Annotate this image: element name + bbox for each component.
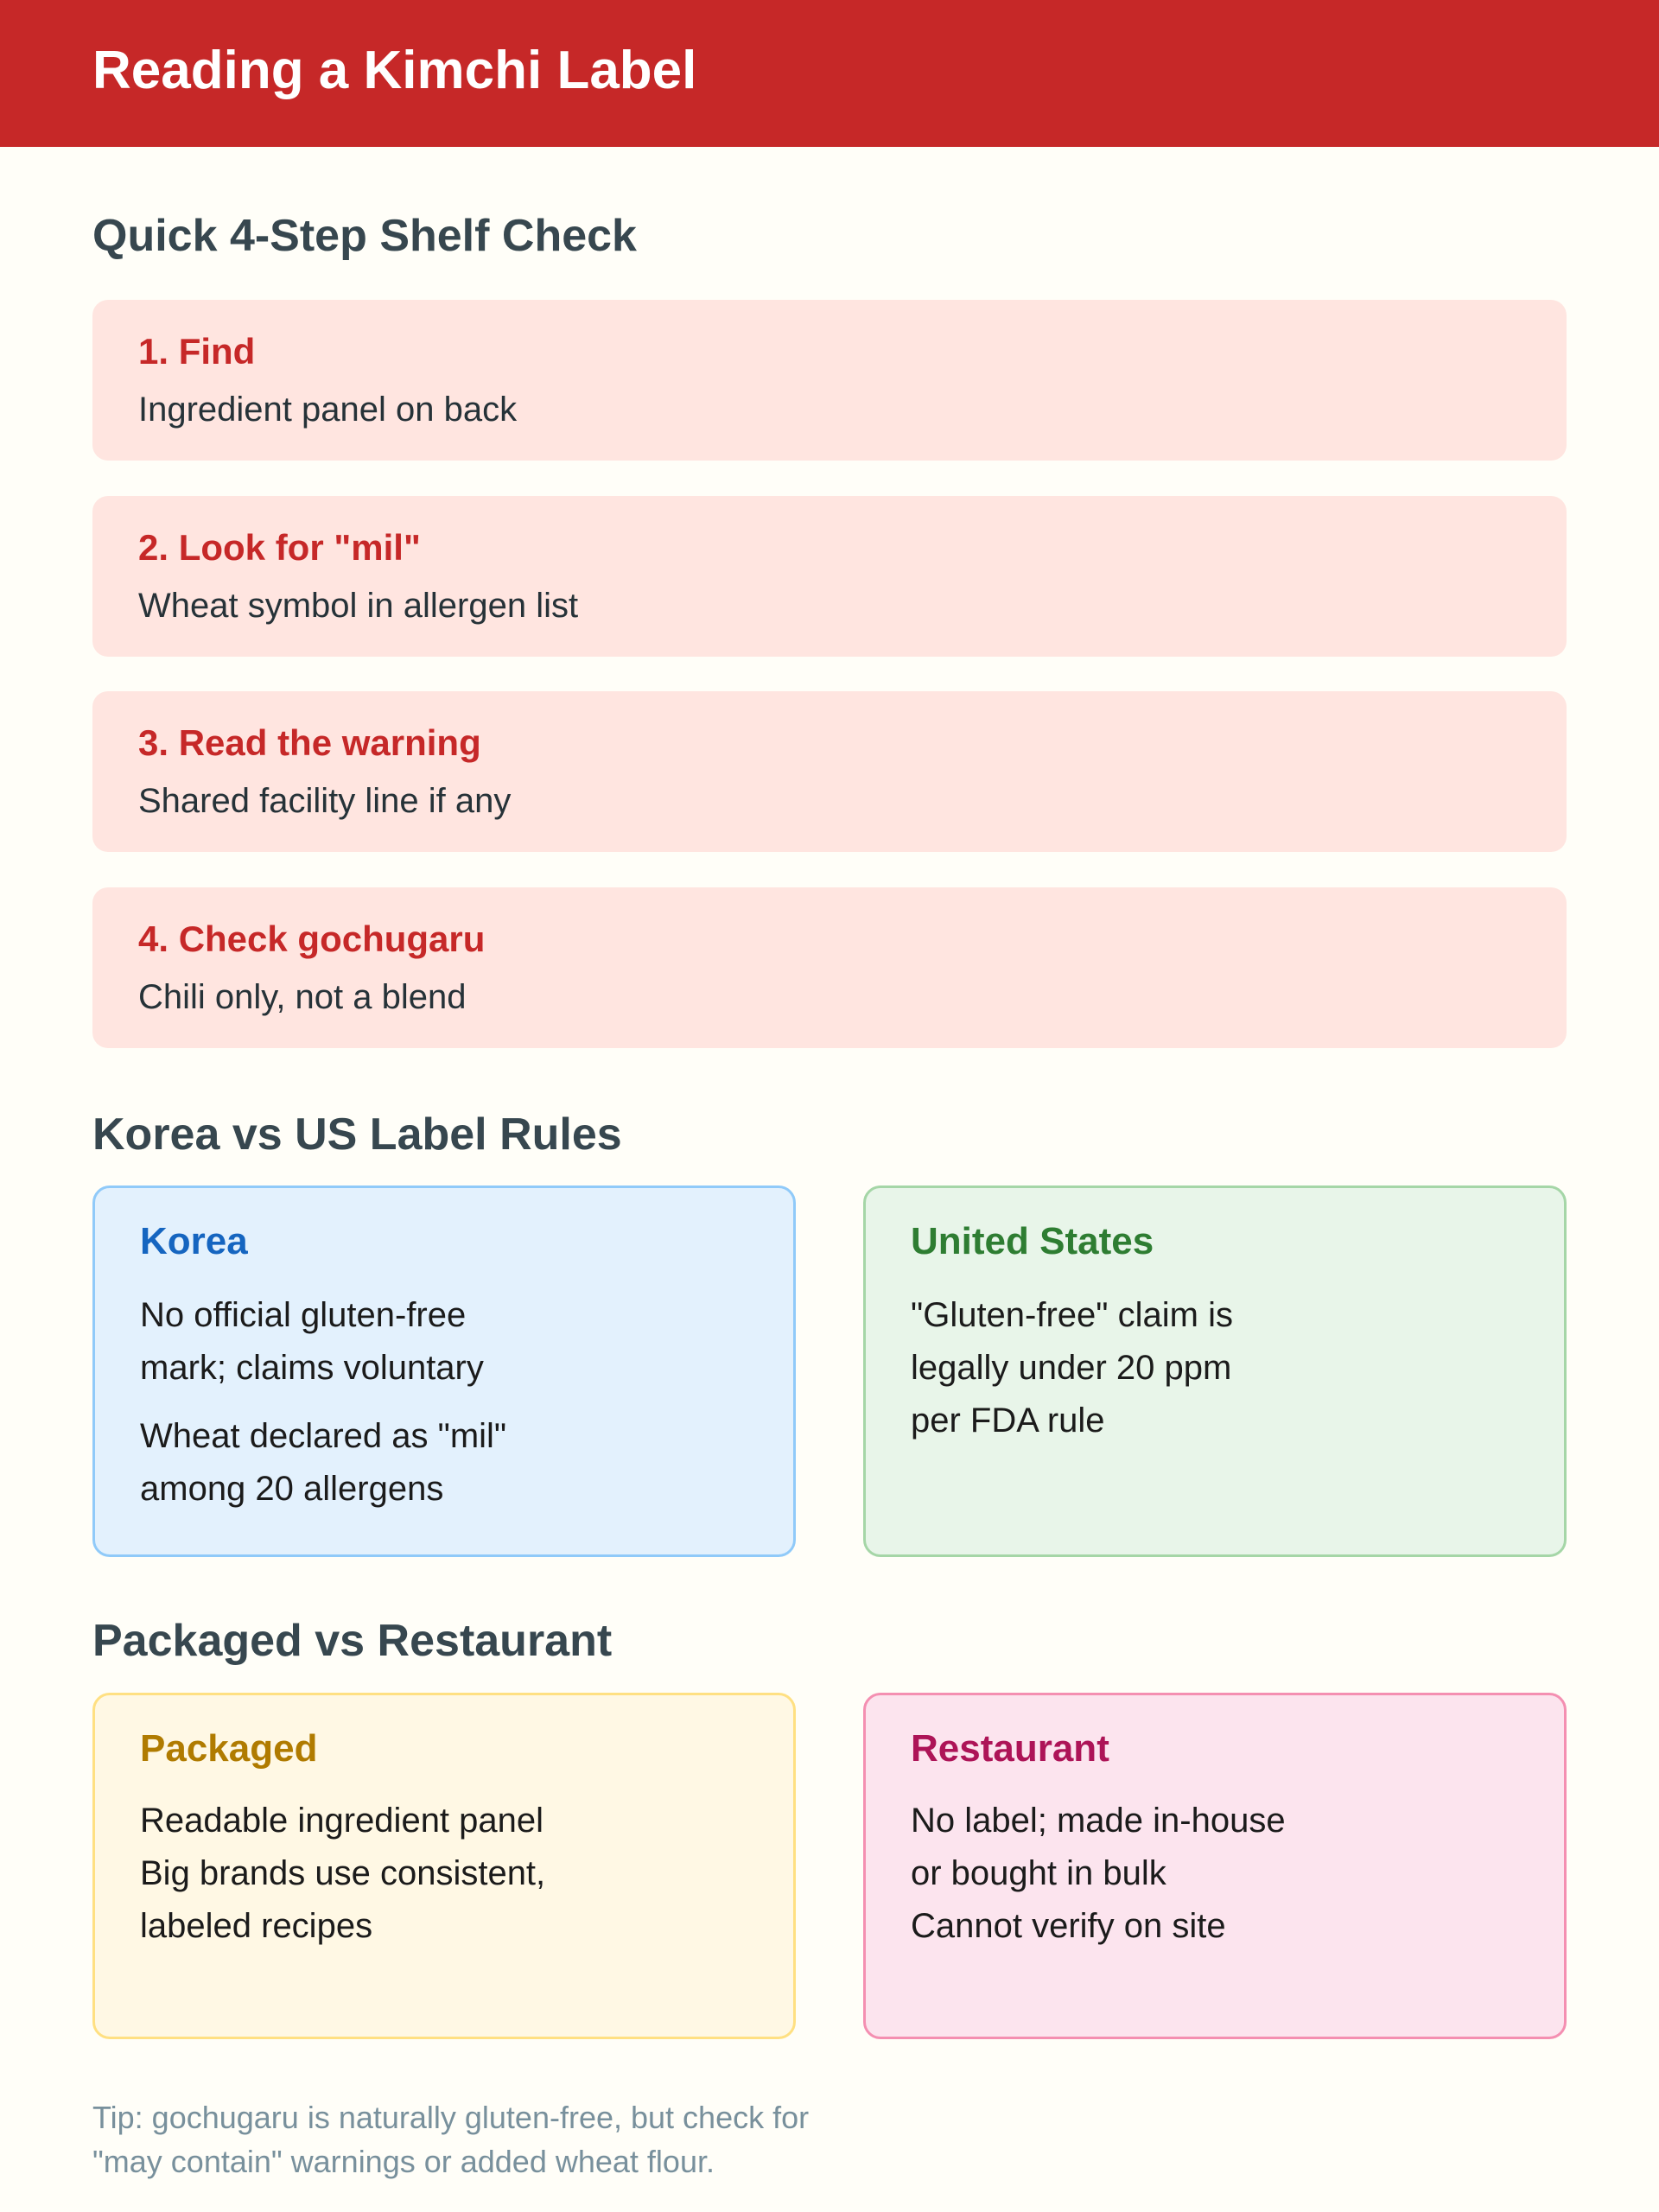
- step-description: Chili only, not a blend: [138, 978, 467, 1016]
- restaurant-title: Restaurant: [911, 1727, 1109, 1770]
- step-card-look-for-mil: [92, 496, 1567, 657]
- korea-wheat-declaration-text: Wheat declared as "mil" among 20 allergens: [140, 1417, 507, 1508]
- korea-gluten-free-mark-text: No official gluten-free mark; claims voluntary: [140, 1296, 484, 1387]
- step-description: Wheat symbol in allergen list: [138, 587, 579, 625]
- shelf-check-heading: Quick 4-Step Shelf Check: [92, 211, 637, 261]
- packaged-text: Readable ingredient panel Big brands use consistent, labeled recipes: [140, 1802, 546, 1945]
- step-title: 3. Read the warning: [138, 722, 481, 763]
- step-description: Ingredient panel on back: [138, 391, 518, 429]
- korea-rules-box: [92, 1185, 796, 1557]
- step-card-check-gochugaru: [92, 887, 1567, 1048]
- step-title: 1. Find: [138, 331, 256, 372]
- page-header: [0, 0, 1659, 147]
- label-rules-heading: Korea vs US Label Rules: [92, 1109, 622, 1160]
- packaged-title: Packaged: [140, 1727, 318, 1770]
- packaged-vs-restaurant-heading: Packaged vs Restaurant: [92, 1616, 613, 1666]
- us-gluten-free-claim-text: "Gluten-free" claim is legally under 20 ppm per FDA rule: [911, 1296, 1233, 1440]
- step-title: 4. Check gochugaru: [138, 918, 486, 959]
- packaged-box: [92, 1693, 796, 2039]
- step-card-find: [92, 300, 1567, 461]
- page-title: Reading a Kimchi Label: [92, 41, 697, 100]
- step-card-read-warning: [92, 691, 1567, 852]
- tip-note: Tip: gochugaru is naturally gluten-free, but check for "may contain" warnings or added wheat flour.: [92, 2100, 810, 2179]
- restaurant-text: No label; made in-house or bought in bulk Cannot verify on site: [911, 1802, 1286, 1945]
- step-description: Shared facility line if any: [138, 782, 512, 820]
- us-title: United States: [911, 1220, 1154, 1262]
- korea-title: Korea: [140, 1220, 248, 1262]
- us-rules-box: [863, 1185, 1567, 1557]
- restaurant-box: [863, 1693, 1567, 2039]
- step-title: 2. Look for "mil": [138, 527, 421, 568]
